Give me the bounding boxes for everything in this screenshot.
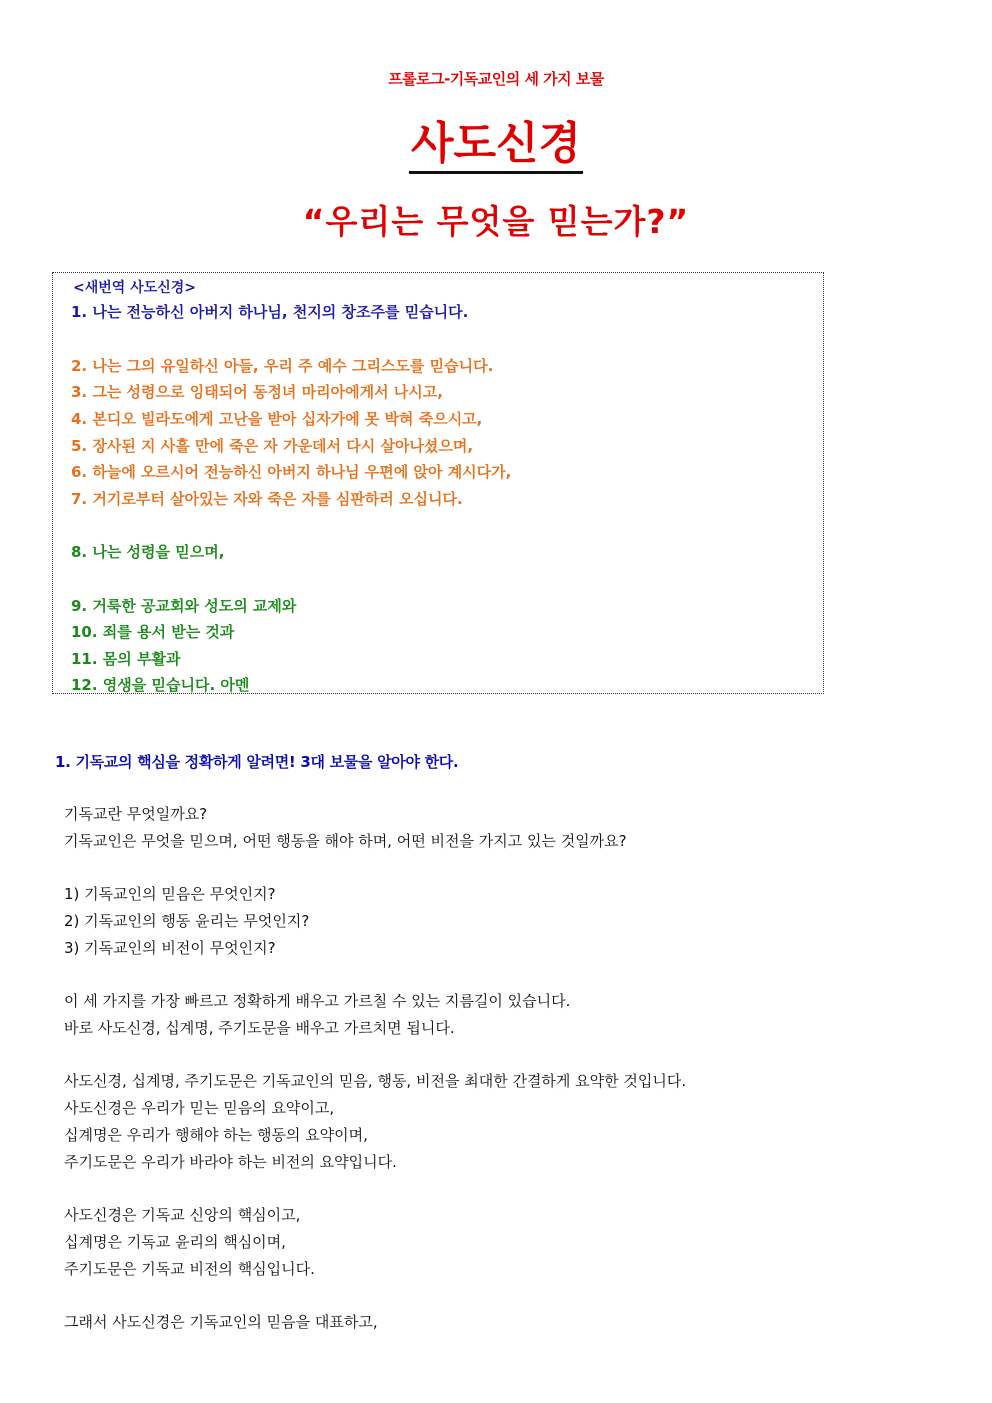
paragraph-line: 주기도문은 우리가 바라야 하는 비전의 요약입니다. [64,1153,397,1171]
paragraph-line: 그래서 사도신경은 기독교인의 믿음을 대표하고, [64,1313,378,1331]
paragraph-line: 3) 기독교인의 비전이 무엇인지? [64,939,276,957]
creed-line-4: 4. 본디오 빌라도에게 고난을 받아 십자가에 못 박혀 죽으시고, [71,410,483,428]
creed-box [52,272,824,694]
paragraph-line: 십계명은 우리가 행해야 하는 행동의 요약이며, [64,1126,368,1144]
creed-line-5: 5. 장사된 지 사흘 만에 죽은 자 가운데서 다시 살아나셨으며, [71,437,474,455]
page-subtitle: “우리는 무엇을 믿는가?” [302,202,690,241]
paragraph-line: 바로 사도신경, 십계명, 주기도문을 배우고 가르치면 됩니다. [64,1019,455,1037]
section-heading: 1. 기독교의 핵심을 정확하게 알려면! 3대 보물을 알아야 한다. [55,753,459,771]
paragraph-line: 사도신경, 십계명, 주기도문은 기독교인의 믿음, 행동, 비전을 최대한 간결하게 요약한 것입니다. [64,1072,687,1090]
paragraph-line: 주기도문은 기독교 비전의 핵심입니다. [64,1260,315,1278]
creed-line-8: 8. 나는 성령을 믿으며, [71,543,225,561]
creed-line-9: 9. 거룩한 공교회와 성도의 교제와 [71,597,297,615]
creed-line-12: 12. 영생을 믿습니다. 아멘 [71,676,250,694]
creed-line-6: 6. 하늘에 오르시어 전능하신 아버지 하나님 우편에 앉아 계시다가, [71,463,512,481]
prologue-label: 프롤로그-기독교인의 세 가지 보물 [388,70,604,88]
creed-line-7: 7. 거기로부터 살아있는 자와 죽은 자를 심판하러 오십니다. [71,490,463,508]
creed-line-1: 1. 나는 전능하신 아버지 하나님, 천지의 창조주를 믿습니다. [71,303,469,321]
paragraph-line: 1) 기독교인의 믿음은 무엇인지? [64,885,276,903]
creed-line-3: 3. 그는 성령으로 잉태되어 동정녀 마리아에게서 나시고, [71,383,443,401]
creed-heading: <새번역 사도신경> [73,280,197,296]
paragraph-line: 십계명은 기독교 윤리의 핵심이며, [64,1233,286,1251]
paragraph-line: 2) 기독교인의 행동 윤리는 무엇인지? [64,912,310,930]
creed-line-11: 11. 몸의 부활과 [71,650,181,668]
paragraph-line: 이 세 가지를 가장 빠르고 정확하게 배우고 가르칠 수 있는 지름길이 있습니다. [64,992,571,1010]
paragraph-line: 기독교인은 무엇을 믿으며, 어떤 행동을 해야 하며, 어떤 비전을 가지고 있는 것일까요? [64,832,627,850]
paragraph-line: 사도신경은 우리가 믿는 믿음의 요약이고, [64,1099,335,1117]
creed-line-10: 10. 죄를 용서 받는 것과 [71,623,235,641]
creed-line-2: 2. 나는 그의 유일하신 아들, 우리 주 예수 그리스도를 믿습니다. [71,357,494,375]
page-title [0,118,992,171]
page-title-text: 사도신경 [409,118,583,174]
paragraph-line: 기독교란 무엇일까요? [64,805,208,823]
paragraph-line: 사도신경은 기독교 신앙의 핵심이고, [64,1206,301,1224]
